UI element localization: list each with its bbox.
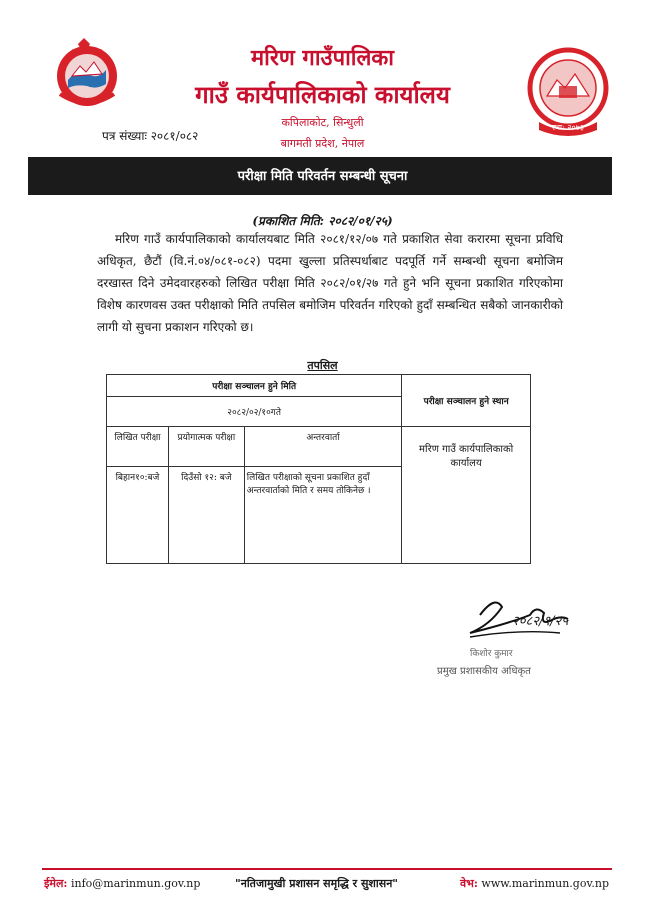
header-exam-date: परीक्षा सञ्चालन हुने मिति [107,375,402,397]
published-date: (प्रकाशित मिति: २०८२/०१/२५) [252,214,393,228]
email-label: ईमेल: [44,877,68,890]
signatory-name: किशोर कुमार [470,649,513,659]
notice-body: मरिण गाउँ कार्यपालिकाको कार्यालयबाट मिति २०८१/१२/०७ गते प्रकाशित सेवा करारमा सूचना प्रविधि अधिकृत, छैटौं (वि.नं.०४/०८१-०८२) पदमा खुल्ला प्रतिस्पर्धाबाट पदपूर्ति गर्ने सम्बन्धी सूचना बमोजिम दरखास्त दिने उमेदवारहरुको लिखित परीक्षा मिति २०८२/०१/२७ गते हुने भनि सूचना प्रकाशित गरिएकोमा विशेष कारणवस उक्त परीक्षाको मिति तपसिल बमोजिम परिवर्तन गरिएको हुदाँ सम्बन्धित सबैको जानकारीको लागी यो सुचना प्रकाशन गरिएको छ। [97,232,563,334]
written-time: बिहान१०:बजे [107,467,169,564]
org-name-line1: मरिण गाउँपालिका [251,45,394,71]
signatory-title: प्रमुख प्रशासकीय अधिकृत [437,666,531,677]
schedule-table [106,374,531,564]
website-link[interactable]: www.marinmun.gov.np [481,877,610,890]
schedule-heading: तपसिल [307,359,338,372]
interview-note: लिखित परीक्षाको सूचना प्रकाशित हुदाँ अन्तरवार्ताको मिति र समय तोकिनेछ । [244,467,402,564]
signature-date: २०८२/१/२५ [512,614,569,629]
logo-year-text: स्था: २०७३ [551,123,584,132]
footer-divider [42,868,612,870]
col-practical: प्रयोगात्मक परीक्षा [168,427,244,467]
header-venue: परीक्षा सञ्चालन हुने स्थान [402,375,531,427]
web-label: वेभ: [460,877,478,890]
footer-motto: "नतिजामुखी प्रशासन समृद्धि र सुशासन" [235,877,399,890]
col-written: लिखित परीक्षा [107,427,169,467]
reference-number: पत्र संख्याः २०८१/०८२ [102,129,199,143]
email-link[interactable]: info@marinmun.gov.np [71,877,201,890]
org-name-line2: गाउँ कार्यपालिकाको कार्यालय [195,80,450,109]
col-interview: अन्तरवार्ता [244,427,402,467]
notice-title: परीक्षा मिति परिवर्तन सम्बन्धी सूचना [237,169,408,184]
address-line2: बागमती प्रदेश, नेपाल [280,137,365,150]
exam-date: २०८२/०२/१०गते [107,397,402,427]
practical-time: दिउँसो १२: बजे [168,467,244,564]
address-line1: कपिलाकोट, सिन्धुली [281,116,364,129]
footer-website [460,876,609,891]
venue: मरिण गाउँ कार्यपालिकाको कार्यालय [402,427,531,564]
footer-email [44,876,200,891]
